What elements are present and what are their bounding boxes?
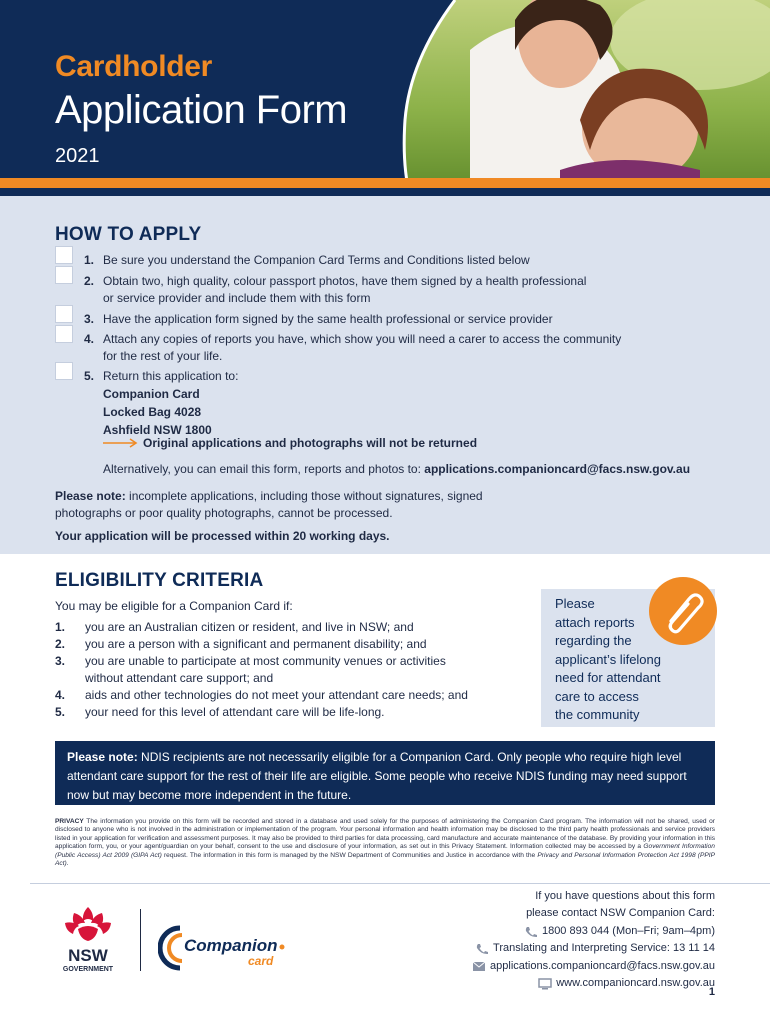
originals-warning — [103, 436, 477, 450]
callout-line: applicant’s lifelong — [555, 651, 661, 667]
please-note-text-cont: photographs or poor quality photographs, cannot be processed. — [55, 506, 393, 520]
step-text: Have the application form signed by the same health professional or service provider — [103, 312, 553, 326]
contact-text: please contact NSW Companion Card: — [526, 907, 715, 920]
tis-line — [472, 940, 715, 957]
web-line — [472, 975, 715, 992]
nsw-logo-text: NSW — [68, 946, 108, 965]
criterion-text: aids and other technologies do not meet your attendant care needs; and — [85, 688, 468, 702]
criterion-number: 1. — [55, 620, 66, 634]
step-5 — [84, 368, 684, 385]
title-application-form: Application Form — [55, 88, 348, 132]
privacy-label: PRIVACY — [55, 818, 84, 825]
phone-icon — [524, 926, 538, 938]
contact-line — [472, 905, 715, 922]
tis-number[interactable]: Translating and Interpreting Service: 13 11 14 — [493, 942, 715, 955]
step-1-checkbox[interactable] — [55, 246, 73, 264]
criterion-number: 2. — [55, 637, 66, 651]
card-logo-word: card — [248, 954, 274, 968]
alt-email-link[interactable]: applications.companioncard@facs.nsw.gov.au — [424, 462, 691, 476]
step-4 — [84, 331, 684, 365]
page-number: 1 — [708, 986, 715, 998]
step-text: Return this application to: — [103, 369, 239, 383]
criterion-text: you are a person with a significant and permanent disability; and — [85, 637, 427, 651]
attach-reports-callout — [541, 589, 715, 727]
criterion-1 — [55, 619, 525, 636]
step-number: 4. — [84, 332, 95, 346]
email-alternative — [103, 462, 690, 476]
criterion-text: you are unable to participate at most community venues or activities — [85, 654, 446, 668]
footer-divider — [30, 883, 770, 884]
criterion-text: you are an Australian citizen or resident, and live in NSW; and — [85, 620, 414, 634]
phone-line — [472, 923, 715, 940]
email-line — [472, 958, 715, 975]
step-text: Be sure you understand the Companion Card Terms and Conditions listed below — [103, 253, 530, 267]
government-logo-text: GOVERNMENT — [62, 966, 114, 973]
criterion-2 — [55, 636, 525, 653]
ndis-note-label: Please note: — [67, 750, 138, 764]
how-to-apply-heading: HOW TO APPLY — [55, 224, 202, 245]
callout-line: care to access — [555, 688, 639, 704]
criterion-5 — [55, 704, 525, 721]
criterion-number: 4. — [55, 688, 66, 702]
step-number: 2. — [84, 274, 95, 288]
arrow-icon — [103, 438, 139, 448]
address-line: Companion Card — [103, 387, 200, 401]
address-line: Ashfield NSW 1800 — [103, 423, 212, 437]
criterion-3 — [55, 653, 525, 687]
step-number: 3. — [84, 312, 95, 326]
contact-email[interactable]: applications.companioncard@facs.nsw.gov.au — [490, 959, 715, 972]
ppip-act: Privacy and Personal Information Protection Act 1998 (PPIP Act) — [55, 851, 715, 868]
criterion-text-cont: without attendant care support; and — [85, 671, 274, 685]
contact-line — [472, 888, 715, 905]
privacy-text-3: . — [66, 860, 69, 868]
eligibility-heading: ELIGIBILITY CRITERIA — [55, 570, 264, 591]
phone-number[interactable]: 1800 893 044 (Mon–Fri; 9am–4pm) — [541, 924, 715, 937]
computer-icon — [538, 978, 552, 990]
ndis-note-text: NDIS recipients are not necessarily eligible for a Companion Card. Only people who require high level attendant care support for the rest of their life are eligible. Some people who receive NDIS funding may need support now but may become more independent in the future. — [67, 750, 687, 802]
ndis-note — [55, 741, 715, 805]
callout-line: regarding the — [555, 633, 632, 648]
step-3-checkbox[interactable] — [55, 305, 73, 323]
contact-block — [472, 888, 715, 992]
processing-time: Your application will be processed within 20 working days. — [55, 529, 390, 543]
step-number: 1. — [84, 253, 95, 267]
how-to-apply-section — [0, 196, 770, 554]
step-text-cont: or service provider and include them with this form — [103, 291, 371, 305]
callout-line: the community — [555, 707, 640, 722]
email-icon — [472, 960, 486, 972]
privacy-text: The information you provide on this form will be recorded and stored in a database and used solely for the purposes of administering the Companion Card program. The information will not be shared, used or disclosed to anyone who is not involved in the administration or implementation of the program. Your personal information and health information may be disclosed to the third party health professionals and service providers listed in your application for verification and assessment purposes. It may also be provided to third parties for data processing, card manufacture and accurate maintenance of the database. By providing your information in this application form, you, or your agent/guardian on your behalf, consent to the use and disclosure of your information, as set out in this Privacy Statement. Information collected may be accessed by a — [55, 818, 715, 851]
phone-icon — [475, 943, 489, 955]
header-banner — [0, 0, 770, 196]
callout-line: attach reports — [555, 614, 635, 630]
form-year: 2021 — [55, 145, 100, 167]
logo-divider — [140, 909, 141, 971]
warning-text: Original applications and photographs will not be returned — [143, 436, 478, 450]
please-note-text: incomplete applications, including those without signatures, signed — [125, 489, 483, 503]
gipa-act: Government Information (Public Access) Act 2009 (GIPA Act) — [55, 843, 715, 859]
step-1 — [84, 252, 684, 269]
website-link[interactable]: www.companioncard.nsw.gov.au — [556, 977, 715, 990]
step-text: Obtain two, high quality, colour passport photos, have them signed by a health professional — [103, 274, 587, 288]
criterion-number: 5. — [55, 705, 66, 719]
criterion-4 — [55, 687, 525, 704]
step-2 — [84, 273, 684, 307]
paperclip-icon — [649, 577, 717, 645]
privacy-statement — [55, 818, 715, 868]
callout-line: Please — [555, 596, 595, 611]
companion-card-logo — [158, 924, 298, 972]
criterion-number: 3. — [55, 654, 66, 668]
privacy-text-2: request. The information in this form is managed by the NSW Department of Communities and Justice in accordance with the — [161, 851, 538, 859]
step-2-checkbox[interactable] — [55, 266, 73, 284]
incomplete-note — [55, 488, 575, 522]
criterion-text: your need for this level of attendant care will be life-long. — [85, 705, 385, 719]
step-4-checkbox[interactable] — [55, 325, 73, 343]
alt-text: Alternatively, you can email this form, reports and photos to: — [103, 462, 425, 476]
address-line: Locked Bag 4028 — [103, 405, 202, 419]
step-number: 5. — [84, 369, 95, 383]
companion-logo-word: Companion — [184, 936, 278, 955]
please-note-label: Please note: — [55, 489, 126, 503]
nsw-government-logo — [52, 905, 124, 973]
eligibility-intro: You may be eligible for a Companion Card if: — [55, 599, 293, 613]
title-cardholder: Cardholder — [55, 50, 213, 83]
address-block — [103, 385, 212, 439]
step-3 — [84, 311, 684, 328]
step-text: Attach any copies of reports you have, which show you will need a carer to access the community — [103, 332, 622, 346]
step-text-cont: for the rest of your life. — [103, 349, 223, 363]
step-5-checkbox[interactable] — [55, 362, 73, 380]
contact-text: If you have questions about this form — [535, 890, 715, 902]
callout-line: need for attendant — [555, 670, 661, 685]
